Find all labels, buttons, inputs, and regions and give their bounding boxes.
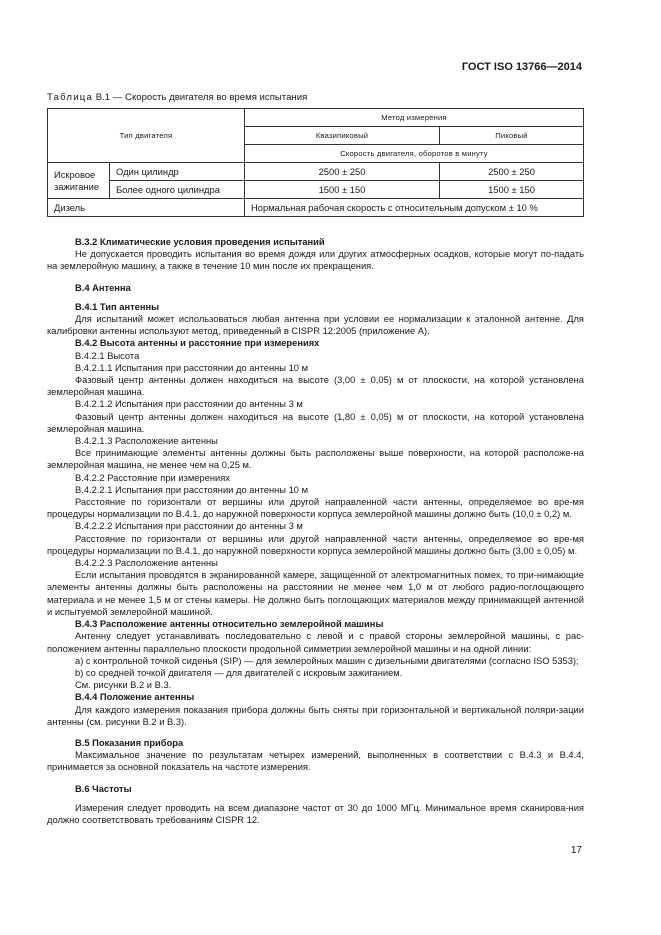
- document-body: [47, 236, 584, 826]
- page-number: 17: [570, 845, 582, 856]
- section-heading: B.5 Показания прибора: [75, 737, 184, 748]
- quasi-peak-header: Квазипиковый: [245, 127, 440, 145]
- diesel-value: Нормальная рабочая скорость с относительным допуском ± 10 %: [245, 199, 584, 217]
- multi-cylinder-label: Более одного цилиндра: [110, 181, 245, 199]
- engine-type-header: Тип двигателя: [48, 109, 245, 163]
- table-caption-label: Таблица: [47, 92, 94, 103]
- diesel-label: Дизель: [48, 199, 245, 217]
- paragraph: Если испытания проводятся в экранированной камере, защищенной от электромагнитных помех, то при-нимающие элементы антенны должны быть расположены на расстоянии не менее чем 1,0 м от любого радио-поглощающего материала и не менее 1,5 м от стены камеры. Не должно быть поглощающих материалов между принимающей антенной и испытуемой землеройной машиной.: [47, 570, 584, 617]
- paragraph: Максимальное значение по результатам четырех измерений, выполненных в соответствии с В.4.3 и В.4.4, принимается за основной показатель на частоте измерения.: [47, 750, 584, 773]
- subsection-heading: В.4.2.1.1 Испытания при расстоянии до антенны 10 м: [75, 362, 309, 373]
- section-heading: B.4 Антенна: [75, 282, 131, 293]
- section-heading: B.4.1 Тип антенны: [75, 301, 160, 312]
- paragraph: Для испытаний может использоваться любая антенна при условии ее нормализации к эталонной антенне. Для калибровки антенны используют метод, приведенный в CISPR 12:2005 (приложение А).: [47, 314, 584, 337]
- paragraph: Все принимающие элементы антенны должны быть расположены выше поверхности, на которой расположе-на землеройная машина, не менее чем на 0,25 м.: [47, 448, 584, 471]
- subsection-heading: В.4.2.2.2 Испытания при расстоянии до антенны 3 м: [75, 521, 303, 532]
- paragraph: Антенну следует устанавливать последовательно с левой и с правой стороны землеройной машины, с рас-положением антенны параллельно плоскости продольной симметрии землеройной машины и на одной линии:: [47, 631, 584, 654]
- one-cylinder-quasi-peak: 2500 ± 250: [245, 163, 440, 181]
- section-heading: B.3.2 Климатические условия проведения испытаний: [75, 237, 325, 247]
- paragraph: См. рисунки В.2 и В.3.: [75, 680, 172, 691]
- multi-cylinder-peak: 1500 ± 150: [440, 181, 584, 199]
- peak-header: Пиковый: [440, 127, 584, 145]
- list-item: a) с контрольной точкой сиденья (SIP) — для землеройных машин с дизельными двигателями (согласно ISO 5353);: [75, 655, 579, 666]
- subsection-heading: В.4.2.1 Высота: [75, 350, 140, 361]
- subsection-heading: В.4.2.2 Расстояние при измерениях: [75, 472, 230, 483]
- engine-speed-table: [47, 108, 584, 217]
- section-heading: B.6 Частоты: [75, 783, 132, 794]
- one-cylinder-peak: 2500 ± 250: [440, 163, 584, 181]
- section-heading: B.4.3 Расположение антенны относительно землеройной машины: [75, 619, 384, 630]
- table-caption-text: В.1 — Скорость двигателя во время испытания: [95, 92, 308, 103]
- paragraph: Расстояние по горизонтали от вершины или другой направленной части антенны, определяемое во вре-мя процедуры нормализации по В.4.1, до наружной поверхности корпуса землеройной машины должно быть (3,00 ± 0,05) м.: [47, 533, 584, 556]
- paragraph: Не допускается проводить испытания во время дождя или других атмосферных осадков, которые могут по-падать на землеройную машину, а также в течение 10 мин после их прекращения.: [47, 249, 584, 272]
- paragraph: Для каждого измерения показания прибора должны быть сняты при горизонтальной и вертикальной поляри-зации антенны (см. рисунки В.2 и В.3).: [47, 704, 584, 727]
- document-header: ГОСТ ISO 13766—2014: [461, 61, 582, 73]
- paragraph: Расстояние по горизонтали от вершины или другой направленной части антенны, определяемое во вре-мя процедуры нормализации по В.4.1, до наружной поверхности корпуса землеройной машины должно быть (10,0 ± 0,2) м.: [47, 497, 584, 520]
- spark-ignition-label: Искровое зажигание: [48, 163, 110, 199]
- section-heading: B.4.4 Положение антенны: [75, 692, 195, 703]
- subsection-heading: В.4.2.1.2 Испытания при расстоянии до антенны 3 м: [75, 399, 303, 410]
- subsection-heading: В.4.2.2.1 Испытания при расстоянии до антенны 10 м: [75, 484, 309, 495]
- speed-header: Скорость двигателя, оборотов в минуту: [245, 145, 584, 163]
- method-header: Метод измерения: [245, 109, 584, 127]
- list-item: b) со средней точкой двигателя — для двигателей с искровым зажиганием.: [75, 667, 403, 678]
- subsection-heading: В.4.2.1.3 Расположение антенны: [75, 436, 218, 447]
- paragraph: Фазовый центр антенны должен находиться на высоте (3,00 ± 0,05) м от плоскости, на которой установлена землеройная машина.: [47, 375, 584, 398]
- multi-cylinder-quasi-peak: 1500 ± 150: [245, 181, 440, 199]
- section-heading: B.4.2 Высота антенны и расстояние при измерениях: [75, 338, 320, 349]
- subsection-heading: В.4.2.2.3 Расположение антенны: [75, 558, 218, 569]
- one-cylinder-label: Один цилиндр: [110, 163, 245, 181]
- paragraph: Фазовый центр антенны должен находиться на высоте (1,80 ± 0,05) м от плоскости, на которой установлена землеройная машина.: [47, 411, 584, 434]
- paragraph: Измерения следует проводить на всем диапазоне частот от 30 до 1000 МГц. Минимальное время сканирова-ния должно соответствовать требованиям CISPR 12.: [47, 802, 584, 825]
- table-caption: [47, 92, 307, 103]
